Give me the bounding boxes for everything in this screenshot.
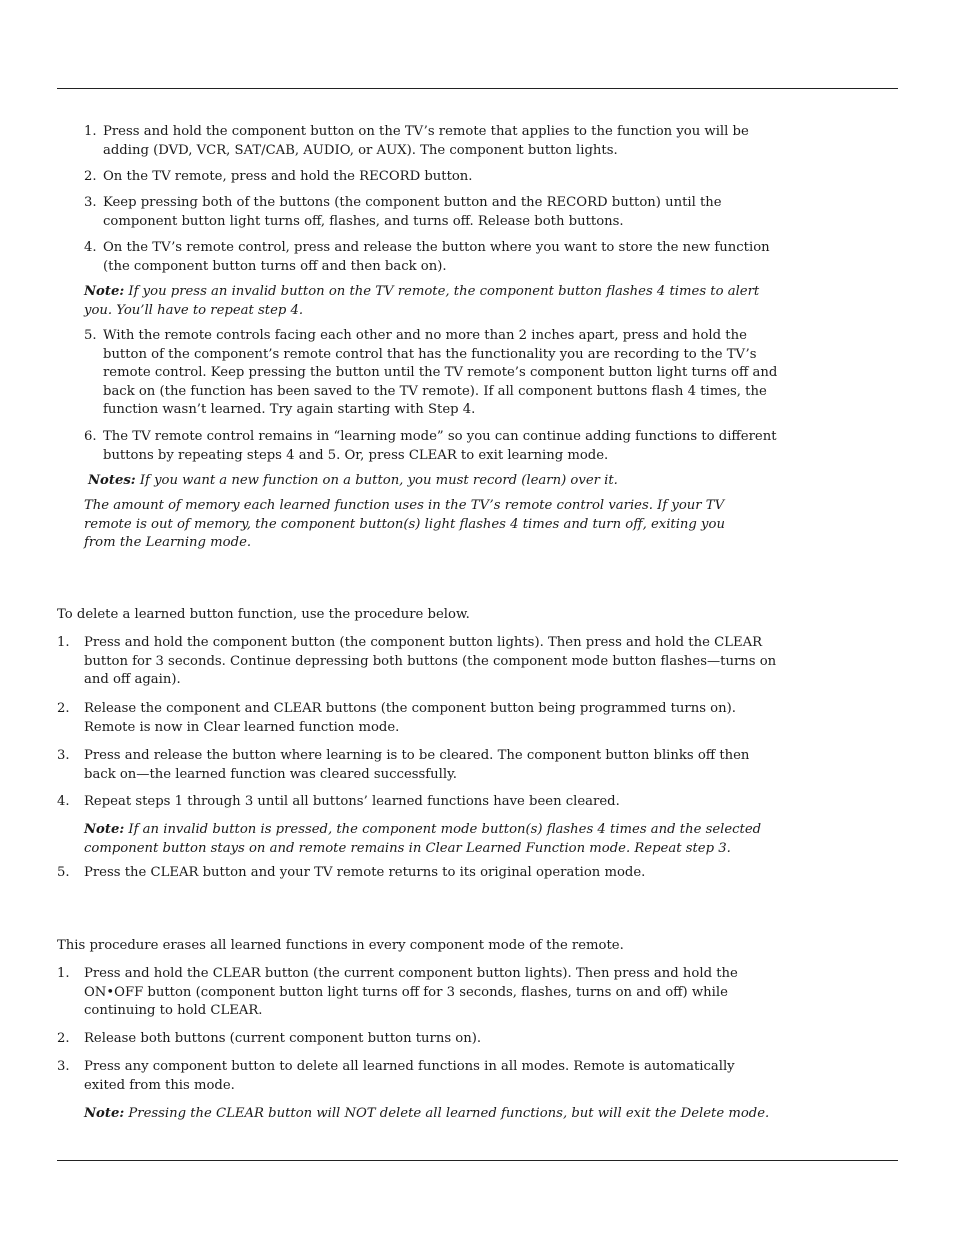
note — [84, 1105, 784, 1124]
step-text: On the TV’s remote control, press and release the button where you want to store the new function (the component button turns off and then back on). — [103, 240, 770, 274]
list-item — [84, 123, 784, 160]
step-number: 3. — [84, 195, 97, 210]
step-text: On the TV remote, press and hold the RECORD button. — [103, 169, 473, 184]
step-text: Press and hold the CLEAR button (the current component button lights). Then press and hold the ON•OFF button (component button light turns off for 3 seconds, flashes, turns on and off) while continuing to hold CLEAR. — [84, 966, 738, 1019]
note-text: Pressing the CLEAR button will NOT delete all learned functions, but will exit the Delete mode. — [124, 1106, 770, 1121]
step-number: 1. — [84, 124, 97, 139]
note — [84, 821, 774, 858]
step-text: Press any component button to delete all learned functions in all modes. Remote is automatically exited from this mode. — [84, 1059, 735, 1093]
note-label: Note: — [84, 822, 125, 837]
step-number: 2. — [57, 701, 70, 716]
step-number: 3. — [57, 1059, 70, 1074]
step-text: With the remote controls facing each other and no more than 2 inches apart, press and hold the button of the component’s remote control that has the functionality you are recording to the TV’s remote control. Keep pressing the button until the TV remote’s component button light turns off and back on (the function has been saved to the TV remote). If all component buttons flash 4 times, the function wasn’t learned. Try again starting with Step 4. — [103, 328, 778, 418]
list-item — [57, 793, 785, 812]
note — [84, 283, 764, 320]
note-text: If you press an invalid button on the TV remote, the component button flashes 4 times to alert you. You’ll have to repeat step 4. — [84, 284, 760, 318]
section-intro: This procedure erases all learned functions in every component mode of the remote. — [57, 938, 624, 953]
list-item — [57, 1030, 785, 1049]
step-text: Press and hold the component button on the TV’s remote that applies to the function you will be adding (DVD, VCR, SAT/CAB, AUDIO, or AUX). The component button lights. — [103, 124, 749, 158]
list-item — [84, 428, 784, 465]
note-text: If you want a new function on a button, you must record (learn) over it. — [135, 473, 618, 488]
list-item — [84, 194, 784, 231]
list-item — [57, 864, 785, 883]
footer-rule — [57, 1160, 898, 1161]
step-text: Release both buttons (current component button turns on). — [84, 1031, 482, 1046]
note-paragraph: The amount of memory each learned function uses in the TV’s remote control varies. If your TV remote is out of memory, the component button(s) light flashes 4 times and turn off, exiting you from the Learning mode. — [84, 498, 725, 551]
list-item — [57, 1058, 757, 1095]
list-item — [84, 327, 786, 420]
note-label: Note: — [84, 1106, 125, 1121]
note-label: Notes: — [88, 473, 136, 488]
list-item — [84, 239, 784, 276]
header-rule — [57, 88, 898, 89]
list-item — [57, 965, 757, 1021]
step-text: Press the CLEAR button and your TV remote returns to its original operation mode. — [84, 865, 646, 880]
step-number: 2. — [57, 1031, 70, 1046]
section-intro: To delete a learned button function, use the procedure below. — [57, 607, 470, 622]
list-item — [57, 747, 785, 784]
step-number: 1. — [57, 966, 70, 981]
step-number: 5. — [57, 865, 70, 880]
step-number: 1. — [57, 635, 70, 650]
step-number: 6. — [84, 429, 97, 444]
list-item — [57, 634, 785, 690]
step-number: 5. — [84, 328, 97, 343]
step-text: Keep pressing both of the buttons (the component button and the RECORD button) until the component button light turns off, flashes, and turns off. Release both buttons. — [103, 195, 722, 229]
step-text: The TV remote control remains in “learning mode” so you can continue adding functions to different buttons by repeating steps 4 and 5. Or, press CLEAR to exit learning mode. — [103, 429, 777, 463]
step-number: 2. — [84, 169, 97, 184]
step-text: Release the component and CLEAR buttons (the component button being programmed turns on). Remote is now in Clear learned function mode. — [84, 701, 736, 735]
step-text: Repeat steps 1 through 3 until all buttons’ learned functions have been cleared. — [84, 794, 620, 809]
note — [88, 472, 768, 491]
note-label: Note: — [84, 284, 125, 299]
list-item — [57, 700, 785, 737]
list-item — [84, 168, 784, 187]
step-text: Press and release the button where learning is to be cleared. The component button blinks off then back on—the learned function was cleared successfully. — [84, 748, 750, 782]
step-text: Press and hold the component button (the component button lights). Then press and hold the CLEAR button for 3 seconds. Continue depressing both buttons (the component mode button flashes—turns on and off again). — [84, 635, 777, 688]
note-text: If an invalid button is pressed, the component mode button(s) flashes 4 times and the selected component button stays on and remote remains in Clear Learned Function mode. Repeat step 3. — [84, 822, 762, 856]
step-number: 4. — [57, 794, 70, 809]
step-number: 3. — [57, 748, 70, 763]
step-number: 4. — [84, 240, 97, 255]
